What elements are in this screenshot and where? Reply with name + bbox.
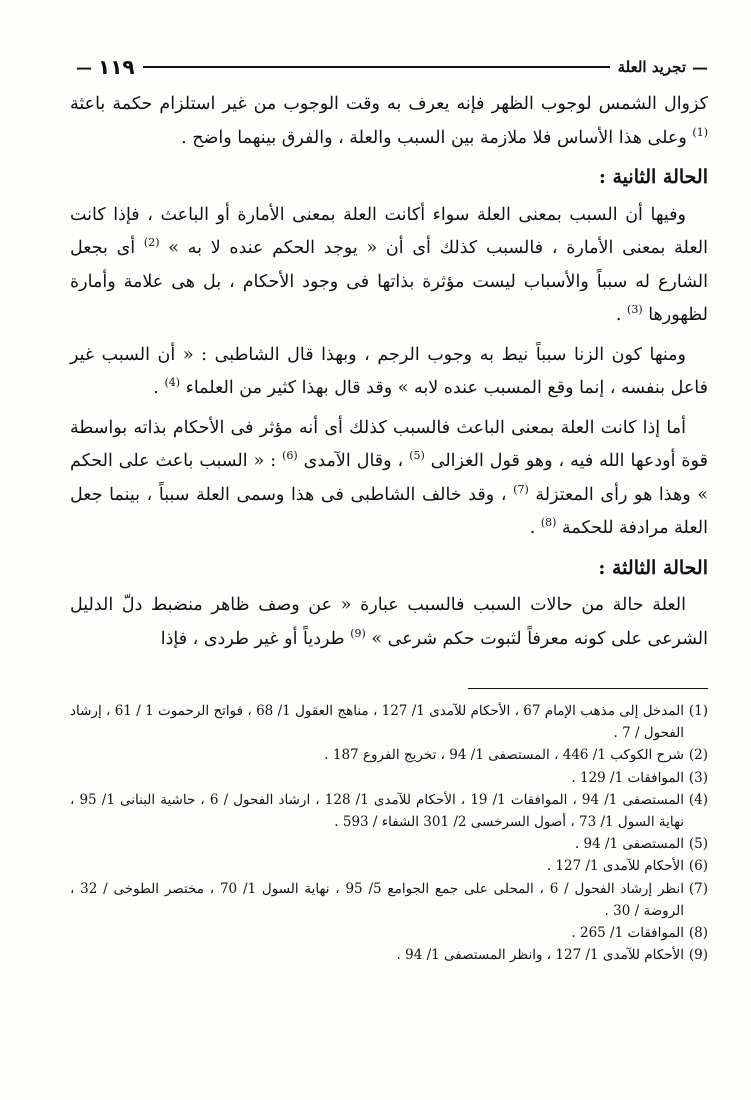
footnote-ref-9[interactable]: (9) [350,626,366,640]
footnote-7: (7) انظر إرشاد الفحول / 6 ، المحلى على جمع الجوامع 5/ 95 ، نهاية السول 1/ 70 ، مختصر الطوخى / 32 ، الروضة / 30 . [70,880,708,919]
header-dash-left: — [76,57,92,77]
footnote-ref-4[interactable]: (4) [164,376,181,390]
running-header [70,52,708,82]
header-dash: — [692,57,708,77]
paragraph-2: وفيها أن السبب بمعنى العلة سواء أكانت العلة بمعنى الأمارة أو الباعث ، فإذا كانت العلة بمعنى الأمارة ، فالسبب كذلك أى أن « يوجد الحكم عنده لا به » $^{(2)}$ أى بجعل الشارع له سبباً والأسباب ليست مؤثرة بذاتها فى وجود الأحكام ، بل هى علامة وأمارة لظهورها $^{(3)}$ . [70,204,708,325]
footnote-ref-7[interactable]: (7) [513,482,529,496]
footnote-ref-3[interactable]: (3) [627,303,643,317]
footnote-1: (1) المدخل إلى مذهب الإمام 67 ، الأحكام للآمدى 1/ 127 ، مناهج العقول 1/ 68 ، فواتح الرحموت 1 / 61 ، إرشاد الفحول / 7 . [70,703,708,742]
footnote-ref-6[interactable]: (6) [282,449,298,463]
footnote-ref-2[interactable]: (2) [143,236,160,250]
footnote-2: (2) شرح الكوكب 1/ 446 ، المستصفى 1/ 94 ، تخريج الفروع 187 . [324,747,708,764]
footnote-4: (4) المستصفى 1/ 94 ، الموافقات 1/ 19 ، الأحكام للآمدى 1/ 128 ، ارشاد الفحول / 6 ، حاشية البنانى 1/ 95 ، نهاية السول 1/ 73 ، أصول السرخسى 2/ 301 الشفاء / 593 . [70,791,708,831]
footnotes [70,700,708,966]
paragraph-4: أما إذا كانت العلة بمعنى الباعث فالسبب كذلك أى أنه مؤثر فى الأحكام بذاته بواسطة قوة أودعها الله فيه ، وهو قول الغزالى $^{(5)}$ ، وقال الآمدى $^{(6)}$ : « السبب باعث على الحكم » وهذا هو رأى المعتزلة $^{(7)}$ ، وقد خالف الشاطبى فى هذا وسمى العلة سبباً ، بينما جعل العلة مرادفة للحكمة $^{(8)}$ . [70,417,708,538]
section-heading-2: الحالة الثانية : [598,166,708,188]
section-heading-3: الحالة الثالثة : [598,556,708,579]
paragraph-1: كزوال الشمس لوجوب الظهر فإنه يعرف به وقت الوجوب من غير استلزام حكمة باعثة $^{(1)}$ وعلى هذا الأساس فلا ملازمة بين السبب والعلة ، والفرق بينهما واضح . [70,94,708,148]
footnote-ref-5[interactable]: (5) [409,449,425,463]
paragraph-3: ومنها كون الزنا سبباً نيط به وجوب الرجم ، وبهذا قال الشاطبى : « أن السبب غير فاعل بنفسه ، إنما وقع المسبب عنده لابه » وقد قال بهذا كثير من العلماء $^{(4)}$ . [70,344,708,398]
footnote-separator [468,688,708,689]
footnote-ref-1[interactable]: (1) [692,125,708,139]
footnote-8: (8) الموافقات 1/ 265 . [571,925,708,942]
header-rule [143,66,610,68]
footnote-9: (9) الأحكام للآمدى 1/ 127 ، وانظر المستصفى 1/ 94 . [396,947,708,964]
footnote-5: (5) المستصفى 1/ 94 . [574,836,708,853]
footnote-6: (6) الأحكام للآمدى 1/ 127 . [546,858,708,875]
paragraph-5: العلة حالة من حالات السبب فالسبب عبارة « عن وصف ظاهر منضبط دلّ الدليل الشرعى على كونه معرفاً لثبوت حكم شرعى » $^{(9)}$ طردياً أو غير طردى ، فإذا [70,595,708,649]
footnote-3: (3) الموافقات 1/ 129 . [571,769,708,786]
main-text [70,88,708,662]
footnote-ref-8[interactable]: (8) [540,516,557,530]
page-number: ١١٩ [98,55,135,79]
header-title: تجريد العلة [617,58,686,76]
